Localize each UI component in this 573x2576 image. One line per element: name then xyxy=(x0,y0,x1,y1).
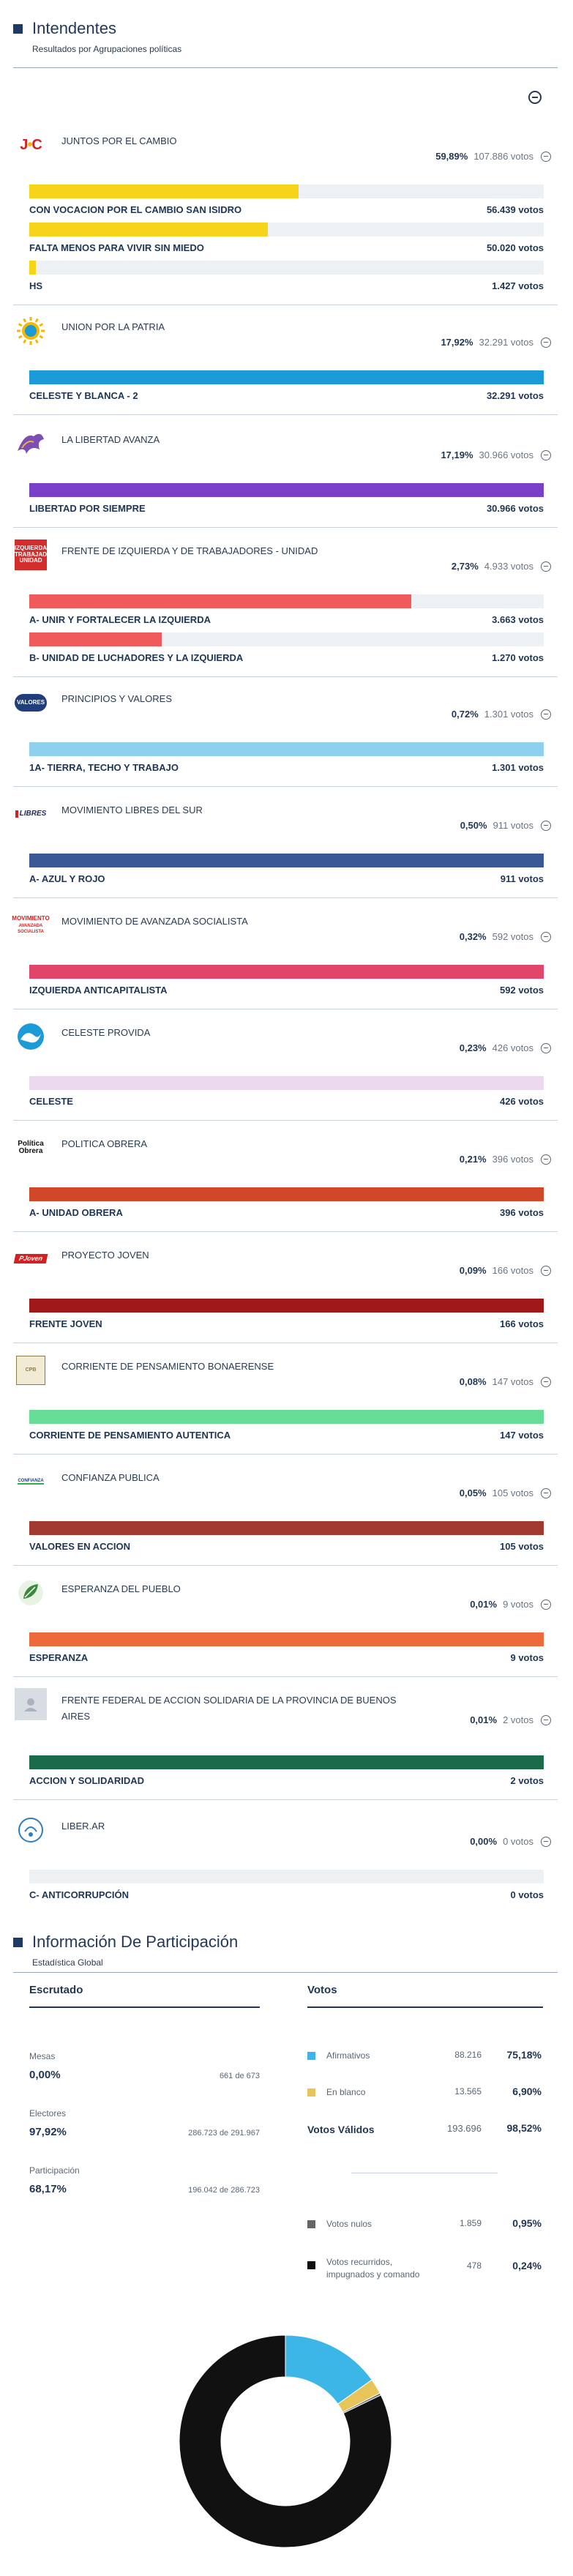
collapse-party-icon[interactable] xyxy=(541,932,551,942)
party-name: UNION POR LA PATRIA xyxy=(61,321,165,332)
participacion-label: Participación xyxy=(29,2165,80,2176)
party-name: CORRIENTE DE PENSAMIENTO BONAERENSE xyxy=(61,1361,274,1372)
results-header xyxy=(13,19,181,54)
list-votes: 911 votos xyxy=(500,873,544,884)
party-votes: 30.966 votos xyxy=(479,449,533,460)
party-votes: 32.291 votos xyxy=(479,337,533,348)
party-votes: 105 votos xyxy=(492,1487,533,1498)
pyv-logo-icon: VALORES xyxy=(13,687,48,719)
list-name: VALORES EN ACCION xyxy=(29,1541,130,1552)
party-name: MOVIMIENTO DE AVANZADA SOCIALISTA xyxy=(61,916,248,927)
party-stats xyxy=(332,449,551,460)
list-bar-fill xyxy=(29,854,544,867)
afirmativos-swatch xyxy=(307,2052,315,2060)
participation-subtitle: Estadística Global xyxy=(32,1957,103,1968)
validos-pct: 98,52% xyxy=(506,2122,542,2134)
list-votes: 32.291 votos xyxy=(486,390,544,401)
list-votes: 1.301 votos xyxy=(492,762,544,773)
party-separator xyxy=(13,1799,558,1800)
list-bar-fill xyxy=(29,1299,544,1313)
afirmativos-label: Afirmativos xyxy=(326,2050,370,2061)
list-bar-fill xyxy=(29,1521,544,1535)
party-stats xyxy=(332,1042,551,1053)
list-bar-fill xyxy=(29,223,268,236)
collapse-party-icon[interactable] xyxy=(541,709,551,720)
party-stats xyxy=(332,1714,551,1725)
party-stats xyxy=(332,820,551,831)
party-name: PROYECTO JOVEN xyxy=(61,1250,149,1261)
party-percentage: 2,73% xyxy=(451,561,479,572)
party-votes: 911 votos xyxy=(493,820,533,831)
liberar-logo-icon xyxy=(13,1814,48,1846)
party-stats xyxy=(332,1487,551,1498)
list-name: ESPERANZA xyxy=(29,1652,89,1663)
mas-logo-icon: MOVIMIENTO AVANZADA SOCIALISTA xyxy=(12,914,50,935)
party-votes: 592 votos xyxy=(492,931,533,942)
list-votes: 1.427 votos xyxy=(492,280,544,291)
nulos-pct: 0,95% xyxy=(512,2217,542,2229)
afirmativos-pct: 75,18% xyxy=(506,2049,542,2061)
list-name: IZQUIERDA ANTICAPITALISTA xyxy=(29,985,168,996)
party-percentage: 0,50% xyxy=(460,820,487,831)
list-bar-fill xyxy=(29,1755,544,1769)
list-bar-fill xyxy=(29,261,36,275)
jxc-logo-icon: J•C xyxy=(20,136,42,153)
collapse-party-icon[interactable] xyxy=(541,561,551,572)
participation-divider xyxy=(13,1972,558,1973)
leaf-logo-icon xyxy=(13,1577,48,1609)
party-name: LIBER.AR xyxy=(61,1821,105,1832)
collapse-party-icon[interactable] xyxy=(541,1266,551,1276)
recurridos-swatch xyxy=(307,2261,315,2269)
list-name: A- UNIDAD OBRERA xyxy=(29,1207,123,1218)
list-votes: 30.966 votos xyxy=(486,503,544,514)
participacion-value: 68,17% xyxy=(29,2183,67,2195)
recurridos-pct: 0,24% xyxy=(512,2260,542,2271)
collapse-party-icon[interactable] xyxy=(541,1377,551,1387)
party-separator xyxy=(13,1231,558,1232)
section-marker-icon xyxy=(13,1938,23,1947)
party-separator xyxy=(13,897,558,898)
mesas-label: Mesas xyxy=(29,2051,56,2061)
list-votes: 3.663 votos xyxy=(492,614,544,625)
list-bar-fill xyxy=(29,370,544,384)
list-name: CELESTE xyxy=(29,1096,73,1107)
participation-title: Información De Participación xyxy=(32,1933,239,1951)
party-votes: 147 votos xyxy=(492,1376,533,1387)
nulos-number: 1.859 xyxy=(459,2218,482,2228)
list-votes: 1.270 votos xyxy=(492,652,544,663)
list-bar-fill xyxy=(29,594,411,608)
blanco-label: En blanco xyxy=(326,2087,366,2097)
list-name: A- AZUL Y ROJO xyxy=(29,873,105,884)
list-bar-fill xyxy=(29,1410,544,1424)
list-name: C- ANTICORRUPCIÓN xyxy=(29,1889,130,1900)
party-separator xyxy=(13,1565,558,1566)
party-stats xyxy=(332,1376,551,1387)
party-stats xyxy=(332,151,551,162)
party-separator xyxy=(13,1676,558,1677)
nulos-label: Votos nulos xyxy=(326,2219,372,2229)
list-bar-track xyxy=(29,261,544,275)
votos-panel xyxy=(307,1984,543,2280)
party-stats xyxy=(332,1265,551,1276)
list-name: ACCION Y SOLIDARIDAD xyxy=(29,1775,144,1786)
party-percentage: 0,00% xyxy=(470,1836,498,1847)
list-votes: 50.020 votos xyxy=(486,242,544,253)
list-bar-fill xyxy=(29,1632,544,1646)
party-votes: 0 votos xyxy=(503,1836,533,1847)
escrutado-rule xyxy=(29,2006,260,2008)
list-bar-track xyxy=(29,1870,544,1884)
collapse-party-icon[interactable] xyxy=(541,337,551,348)
section-marker-icon xyxy=(13,24,23,34)
list-bar-fill xyxy=(29,184,299,198)
party-stats xyxy=(332,709,551,720)
nulos-swatch xyxy=(307,2220,315,2228)
party-separator xyxy=(13,1120,558,1121)
list-votes: 0 votos xyxy=(510,1889,544,1900)
party-stats xyxy=(332,1154,551,1165)
party-votes: 1.301 votos xyxy=(484,709,533,720)
party-stats xyxy=(332,931,551,942)
party-name: CONFIANZA PUBLICA xyxy=(61,1472,160,1483)
votes-donut-chart xyxy=(176,2332,395,2551)
party-separator xyxy=(13,1454,558,1455)
party-stats xyxy=(332,1599,551,1610)
escrutado-electores xyxy=(29,2108,260,2138)
escrutado-heading: Escrutado xyxy=(29,1984,83,1996)
blanco-number: 13.565 xyxy=(454,2086,482,2097)
header-divider xyxy=(13,67,558,68)
participation-header xyxy=(13,1933,238,1968)
escrutado-participacion xyxy=(29,2165,260,2195)
blanco-pct: 6,90% xyxy=(512,2086,542,2097)
party-separator xyxy=(13,414,558,415)
collapse-party-icon[interactable] xyxy=(541,450,551,460)
page-title: Intendentes xyxy=(32,19,116,37)
participacion-detail: 196.042 de 286.723 xyxy=(188,2186,260,2195)
electores-label: Electores xyxy=(29,2108,67,2118)
collapse-party-icon[interactable] xyxy=(541,1488,551,1498)
party-percentage: 0,09% xyxy=(459,1265,487,1276)
collapse-party-icon[interactable] xyxy=(541,1043,551,1053)
party-name: MOVIMIENTO LIBRES DEL SUR xyxy=(61,804,203,815)
party-separator xyxy=(13,527,558,528)
party-votes: 107.886 votos xyxy=(473,151,533,162)
collapse-party-icon[interactable] xyxy=(541,1837,551,1847)
party-votes: 396 votos xyxy=(492,1154,533,1165)
party-name: ESPERANZA DEL PUEBLO xyxy=(61,1583,181,1594)
afirmativos-number: 88.216 xyxy=(454,2050,482,2060)
party-percentage: 0,72% xyxy=(451,709,479,720)
list-name: A- UNIR Y FORTALECER LA IZQUIERDA xyxy=(29,614,211,625)
collapse-party-icon[interactable] xyxy=(541,821,551,831)
party-votes: 4.933 votos xyxy=(484,561,533,572)
list-name: CON VOCACION POR EL CAMBIO SAN ISIDRO xyxy=(29,204,242,215)
party-name: POLITICA OBRERA xyxy=(61,1138,148,1149)
list-votes: 56.439 votos xyxy=(486,204,544,215)
party-name: PRINCIPIOS Y VALORES xyxy=(61,693,172,704)
page-subtitle: Resultados por Agrupaciones políticas xyxy=(32,44,182,54)
list-name: CORRIENTE DE PENSAMIENTO AUTENTICA xyxy=(29,1430,231,1441)
cp-logo-icon: CONFIANZA xyxy=(13,1466,48,1498)
party-votes: 9 votos xyxy=(503,1599,533,1610)
party-separator xyxy=(13,786,558,787)
list-name: HS xyxy=(29,280,43,291)
votos-rule xyxy=(307,2006,543,2008)
list-name: FALTA MENOS PARA VIVIR SIN MIEDO xyxy=(29,242,204,253)
validos-number: 193.696 xyxy=(447,2123,482,2134)
list-bar-fill xyxy=(29,483,544,497)
electores-detail: 286.723 de 291.967 xyxy=(188,2129,260,2138)
po-logo-icon: Política Obrera xyxy=(18,1139,44,1155)
list-name: LIBERTAD POR SIEMPRE xyxy=(29,503,146,514)
list-votes: 592 votos xyxy=(500,985,544,996)
party-percentage: 0,23% xyxy=(459,1042,487,1053)
votos-heading: Votos xyxy=(307,1984,337,1996)
list-votes: 166 votos xyxy=(500,1318,544,1329)
fit-logo-icon: IZQUIERDA TRABAJADORES UNIDAD xyxy=(13,539,48,571)
wave-logo-icon xyxy=(13,1020,48,1053)
validos-label: Votos Válidos xyxy=(307,2124,375,2135)
party-name: LA LIBERTAD AVANZA xyxy=(61,434,160,445)
electores-value: 97,92% xyxy=(29,2126,67,2138)
party-percentage: 59,89% xyxy=(435,151,468,162)
recurridos-label: Votos recurridos, impugnados y comando xyxy=(326,2257,420,2280)
list-bar-fill xyxy=(29,632,162,646)
collapse-party-icon[interactable] xyxy=(541,1154,551,1165)
party-percentage: 0,21% xyxy=(459,1154,487,1165)
party-votes: 2 votos xyxy=(503,1714,533,1725)
lion-logo-icon xyxy=(13,428,48,460)
list-votes: 9 votos xyxy=(510,1652,544,1663)
list-votes: 105 votos xyxy=(500,1541,544,1552)
placeholder-logo-icon xyxy=(13,1688,48,1720)
list-bar-fill xyxy=(29,1187,544,1201)
collapse-party-icon[interactable] xyxy=(541,1599,551,1610)
list-bar-fill xyxy=(29,742,544,756)
list-votes: 147 votos xyxy=(500,1430,544,1441)
list-votes: 2 votos xyxy=(510,1775,544,1786)
libres-logo-icon: LIBRES xyxy=(13,798,48,830)
sun-logo-icon xyxy=(13,315,48,347)
party-stats xyxy=(332,337,551,348)
list-votes: 396 votos xyxy=(500,1207,544,1218)
party-votes: 426 votos xyxy=(492,1042,533,1053)
party-percentage: 0,01% xyxy=(470,1714,498,1725)
party-percentage: 17,92% xyxy=(441,337,473,348)
escrutado-mesas xyxy=(29,2051,260,2081)
party-percentage: 17,19% xyxy=(441,449,473,460)
collapse-all-icon[interactable] xyxy=(528,91,542,104)
mesas-detail: 661 de 673 xyxy=(219,2072,260,2080)
party-stats xyxy=(332,561,551,572)
party-stats xyxy=(332,1836,551,1847)
collapse-party-icon[interactable] xyxy=(541,152,551,162)
party-percentage: 0,32% xyxy=(459,931,487,942)
collapse-party-icon[interactable] xyxy=(541,1715,551,1725)
party-name: FRENTE DE IZQUIERDA Y DE TRABAJADORES - UNIDAD xyxy=(61,545,318,556)
party-votes: 166 votos xyxy=(492,1265,533,1276)
party-percentage: 0,01% xyxy=(470,1599,498,1610)
list-bar-fill xyxy=(29,965,544,979)
list-name: 1A- TIERRA, TECHO Y TRABAJO xyxy=(29,762,179,773)
pj-logo-icon: PJoven xyxy=(13,1243,48,1275)
recurridos-number: 478 xyxy=(466,2260,482,2271)
cpb-logo-icon: CPB xyxy=(13,1354,48,1386)
mesas-value: 0,00% xyxy=(29,2069,61,2081)
party-name: JUNTOS POR EL CAMBIO xyxy=(61,135,177,146)
party-percentage: 0,08% xyxy=(459,1376,487,1387)
party-separator xyxy=(13,676,558,677)
escrutado-panel xyxy=(29,1984,260,2195)
list-bar-fill xyxy=(29,1076,544,1090)
party-percentage: 0,05% xyxy=(459,1487,487,1498)
list-name: FRENTE JOVEN xyxy=(29,1318,102,1329)
party-name: FRENTE FEDERAL DE ACCION SOLIDARIA DE LA PROVINCIA DE BUENOS AIRES xyxy=(61,1695,397,1722)
party-name: CELESTE PROVIDA xyxy=(61,1027,151,1038)
list-name: B- UNIDAD DE LUCHADORES Y LA IZQUIERDA xyxy=(29,652,244,663)
list-votes: 426 votos xyxy=(500,1096,544,1107)
blanco-swatch xyxy=(307,2088,315,2097)
list-name: CELESTE Y BLANCA - 2 xyxy=(29,390,138,401)
